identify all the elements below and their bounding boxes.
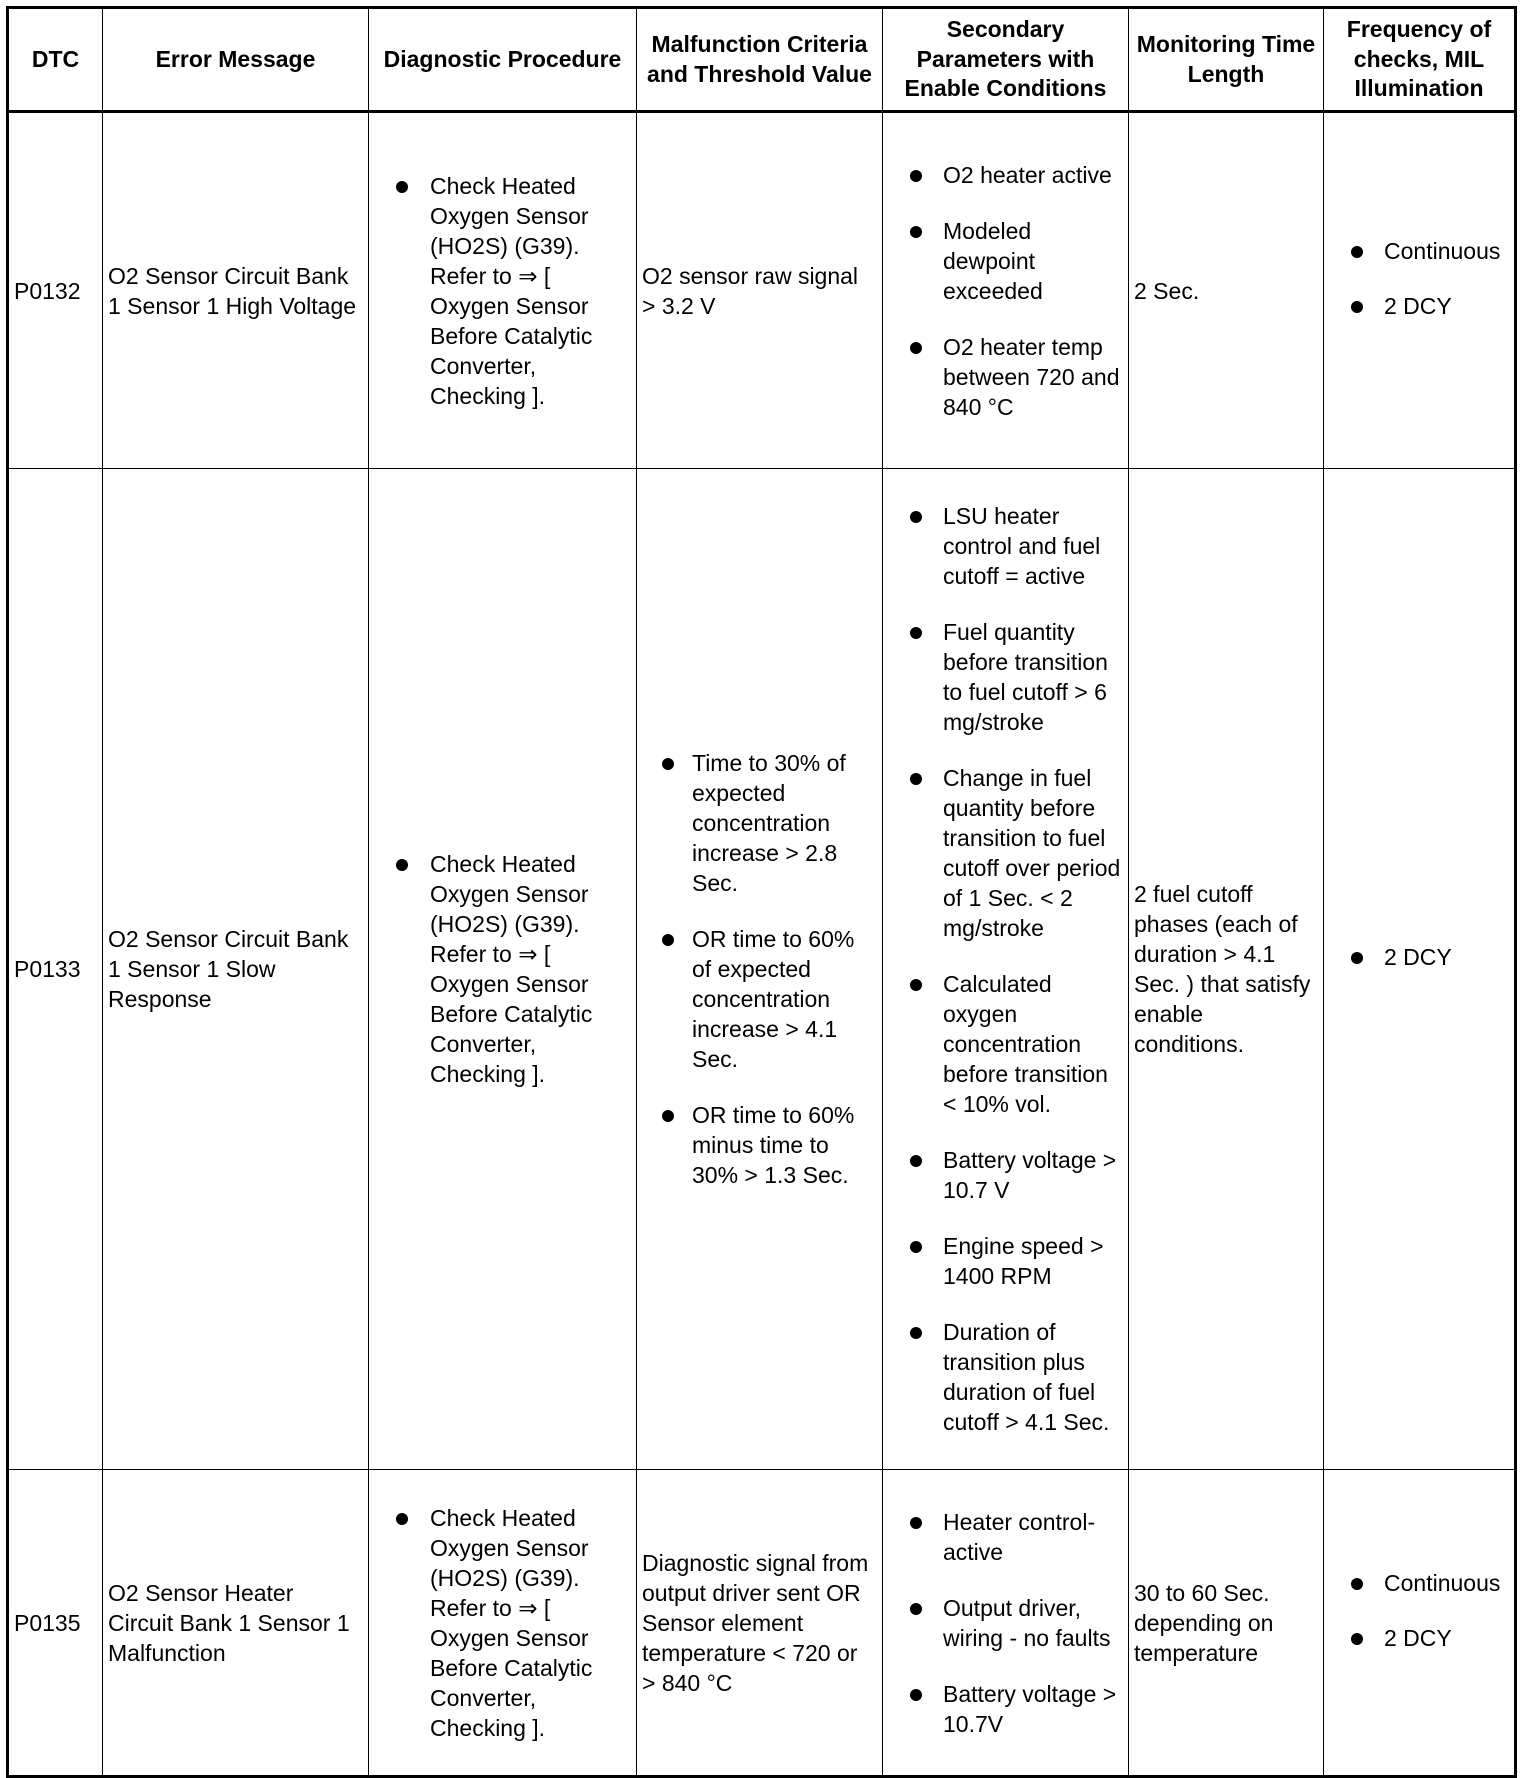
malfunction-criteria: O2 sensor raw signal > 3.2 V bbox=[637, 112, 883, 469]
malfunction-criteria: Diagnostic signal from output driver sent OR Sensor element temperature < 720 or > 840 °C bbox=[637, 1470, 883, 1777]
monitoring-time: 2 Sec. bbox=[1129, 112, 1324, 469]
dtc-table bbox=[6, 6, 1517, 1778]
diagnostic-procedure bbox=[369, 469, 637, 1470]
list-item: 2 DCY bbox=[1329, 1623, 1509, 1653]
error-message: O2 Sensor Circuit Bank 1 Sensor 1 High Voltage bbox=[103, 112, 369, 469]
frequency bbox=[1324, 469, 1516, 1470]
list-item: Battery voltage > 10.7 V bbox=[888, 1145, 1123, 1205]
list-item: Heater control-active bbox=[888, 1507, 1123, 1567]
header-monitoring-time: Monitoring Time Length bbox=[1129, 8, 1324, 112]
dtc-code: P0133 bbox=[8, 469, 103, 1470]
list-item: O2 heater temp between 720 and 840 °C bbox=[888, 332, 1123, 422]
header-dtc: DTC bbox=[8, 8, 103, 112]
monitoring-time: 30 to 60 Sec. depending on temperature bbox=[1129, 1470, 1324, 1777]
table-row bbox=[8, 469, 1516, 1470]
list-item: Fuel quantity before transition to fuel cutoff > 6 mg/stroke bbox=[888, 617, 1123, 737]
list-item: 2 DCY bbox=[1329, 291, 1509, 321]
list-item: 2 DCY bbox=[1329, 942, 1509, 972]
monitoring-time: 2 fuel cutoff phases (each of duration > 4.1 Sec. ) that satisfy enable conditions. bbox=[1129, 469, 1324, 1470]
dtc-code: P0135 bbox=[8, 1470, 103, 1777]
frequency bbox=[1324, 112, 1516, 469]
list-item: Duration of transition plus duration of fuel cutoff > 4.1 Sec. bbox=[888, 1317, 1123, 1437]
list-item: Battery voltage > 10.7V bbox=[888, 1679, 1123, 1739]
frequency bbox=[1324, 1470, 1516, 1777]
list-item: OR time to 60% minus time to 30% > 1.3 Sec. bbox=[642, 1100, 877, 1190]
list-item: Modeled dewpoint exceeded bbox=[888, 216, 1123, 306]
list-item: Output driver, wiring - no faults bbox=[888, 1593, 1123, 1653]
list-item: Continuous bbox=[1329, 1568, 1509, 1598]
header-error-message: Error Message bbox=[103, 8, 369, 112]
secondary-parameters bbox=[883, 469, 1129, 1470]
list-item: Engine speed > 1400 RPM bbox=[888, 1231, 1123, 1291]
error-message: O2 Sensor Heater Circuit Bank 1 Sensor 1 Malfunction bbox=[103, 1470, 369, 1777]
header-row bbox=[8, 8, 1516, 112]
table-row bbox=[8, 112, 1516, 469]
list-item: O2 heater active bbox=[888, 160, 1123, 190]
secondary-parameters bbox=[883, 112, 1129, 469]
header-secondary-parameters: Secondary Parameters with Enable Conditions bbox=[883, 8, 1129, 112]
list-item: Calculated oxygen concentration before transition < 10% vol. bbox=[888, 969, 1123, 1119]
malfunction-criteria bbox=[637, 469, 883, 1470]
header-diagnostic-procedure: Diagnostic Procedure bbox=[369, 8, 637, 112]
dtc-code: P0132 bbox=[8, 112, 103, 469]
diagnostic-procedure bbox=[369, 1470, 637, 1777]
list-item: Change in fuel quantity before transition to fuel cutoff over period of 1 Sec. < 2 mg/stroke bbox=[888, 763, 1123, 943]
diagnostic-procedure bbox=[369, 112, 637, 469]
list-item: Check Heated Oxygen Sensor (HO2S) (G39). Refer to ⇒ [ Oxygen Sensor Before Catalytic Converter, Checking ]. bbox=[374, 849, 631, 1089]
secondary-parameters bbox=[883, 1470, 1129, 1777]
list-item: Check Heated Oxygen Sensor (HO2S) (G39). Refer to ⇒ [ Oxygen Sensor Before Catalytic Converter, Checking ]. bbox=[374, 171, 631, 411]
list-item: Continuous bbox=[1329, 236, 1509, 266]
list-item: LSU heater control and fuel cutoff = active bbox=[888, 501, 1123, 591]
error-message: O2 Sensor Circuit Bank 1 Sensor 1 Slow Response bbox=[103, 469, 369, 1470]
table-row bbox=[8, 1470, 1516, 1777]
header-malfunction-criteria: Malfunction Criteria and Threshold Value bbox=[637, 8, 883, 112]
list-item: OR time to 60% of expected concentration increase > 4.1 Sec. bbox=[642, 924, 877, 1074]
list-item: Check Heated Oxygen Sensor (HO2S) (G39). Refer to ⇒ [ Oxygen Sensor Before Catalytic Converter, Checking ]. bbox=[374, 1503, 631, 1743]
header-frequency: Frequency of checks, MIL Illumination bbox=[1324, 8, 1516, 112]
list-item: Time to 30% of expected concentration increase > 2.8 Sec. bbox=[642, 748, 877, 898]
